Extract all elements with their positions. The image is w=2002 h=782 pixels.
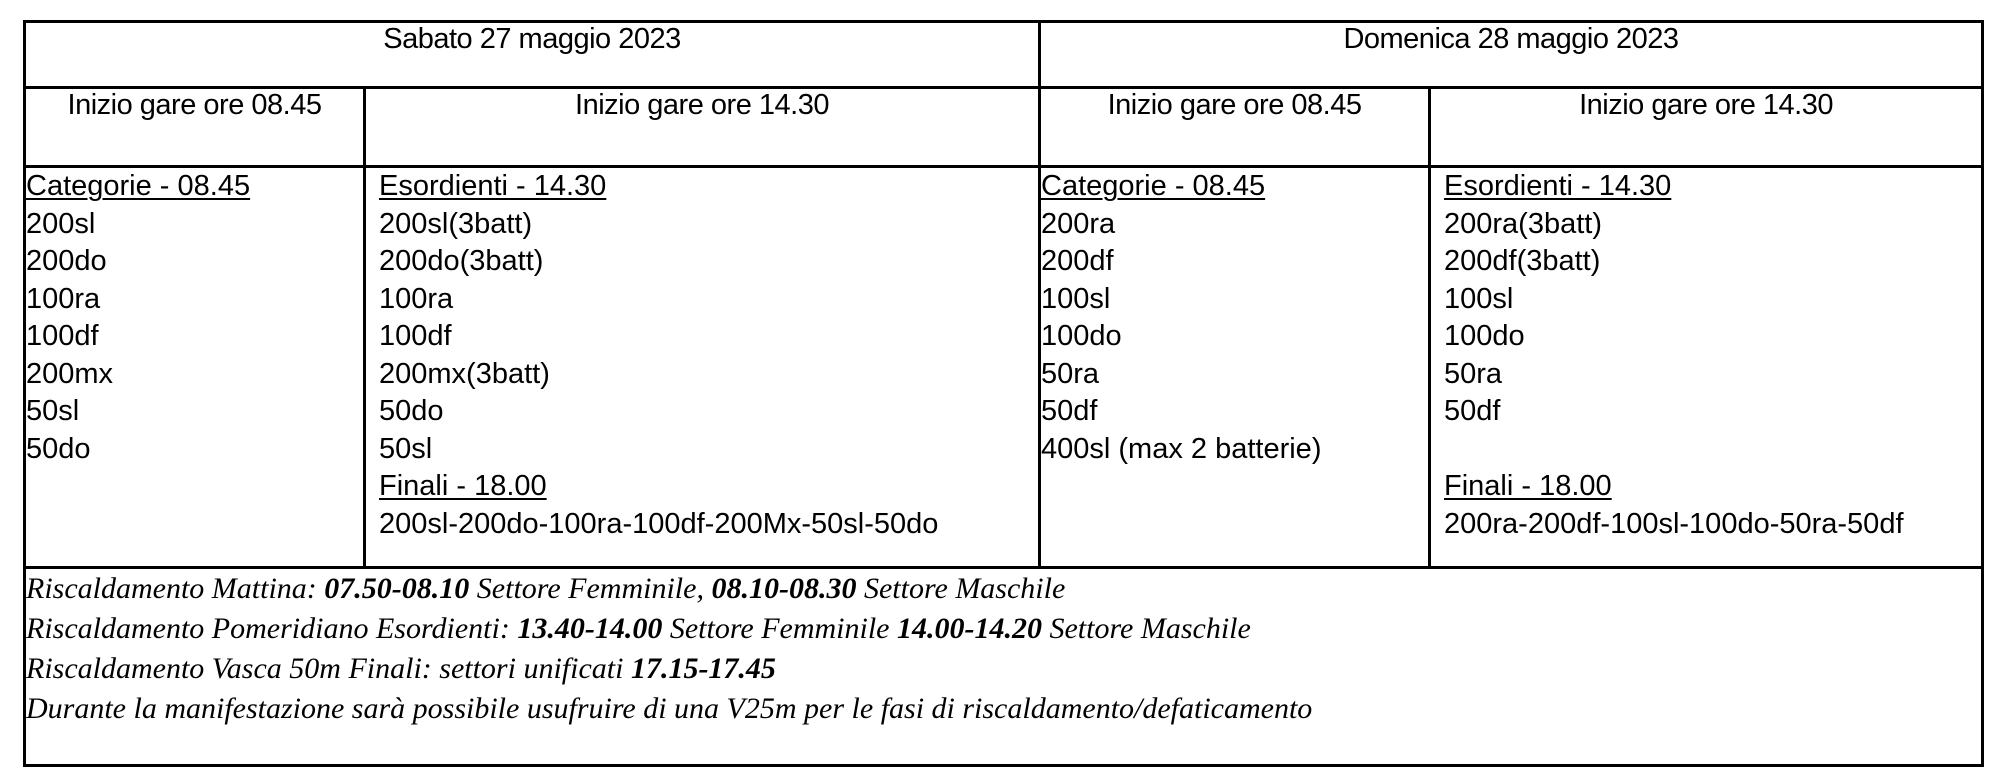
section-title: Esordienti - 14.30 — [379, 170, 607, 202]
event-item: 200df — [1041, 245, 1114, 277]
event-item: 100ra — [379, 282, 454, 315]
events-sun-morning — [1040, 167, 1430, 568]
events-sat-morning — [25, 167, 365, 568]
session-start-sat-afternoon: Inizio gare ore 14.30 — [365, 88, 1040, 167]
event-item: 50sl — [26, 395, 80, 427]
event-item: 100ra — [26, 282, 101, 315]
session-start-sun-morning: Inizio gare ore 08.45 — [1040, 88, 1430, 167]
event-item: 100sl — [1444, 282, 1514, 315]
event-item: 50do — [26, 432, 91, 465]
session-start-sat-morning: Inizio gare ore 08.45 — [25, 88, 365, 167]
note-line-finals-warmup: Riscaldamento Vasca 50m Finali: settori unificati 17.15-17.45 — [26, 652, 776, 685]
section-title: Categorie - 08.45 — [26, 170, 251, 202]
event-item: 100do — [1444, 320, 1525, 352]
event-item: 100df — [26, 320, 99, 352]
event-item: 200sl(3batt) — [379, 207, 533, 240]
schedule-table — [23, 20, 1984, 767]
event-item: 400sl (max 2 batterie) — [1041, 432, 1322, 465]
event-item: 50sl — [379, 432, 433, 465]
event-item: 200ra — [1041, 207, 1116, 240]
event-item: 200mx — [26, 357, 114, 390]
event-item: 100sl — [1041, 282, 1111, 315]
note-line-morning-warmup: Riscaldamento Mattina: 07.50-08.10 Settore Femminile, 08.10-08.30 Settore Maschile — [26, 572, 1066, 605]
notes-row — [25, 568, 1983, 766]
blank-line — [1444, 431, 1981, 469]
event-item: 200do — [26, 245, 107, 277]
events-row — [25, 167, 1983, 568]
event-item: 200df(3batt) — [1444, 245, 1601, 277]
note-line-afternoon-warmup: Riscaldamento Pomeridiano Esordienti: 13.40-14.00 Settore Femminile 14.00-14.20 Settore Maschile — [26, 612, 1251, 645]
finals-list: 200sl-200do-100ra-100df-200Mx-50sl-50do — [379, 507, 939, 540]
day-header-row — [25, 22, 1983, 88]
day-saturday: Sabato 27 maggio 2023 — [25, 22, 1040, 88]
warmup-notes — [25, 568, 1983, 766]
finals-title: Finali - 18.00 — [1444, 470, 1612, 502]
finals-title: Finali - 18.00 — [379, 470, 547, 502]
events-sun-afternoon — [1430, 167, 1983, 568]
finals-list: 200ra-200df-100sl-100do-50ra-50df — [1444, 507, 1904, 540]
note-line-extra-pool: Durante la manifestazione sarà possibile usufruire di una V25m per le fasi di riscaldamento/defaticamento — [26, 692, 1313, 725]
session-start-sun-afternoon: Inizio gare ore 14.30 — [1430, 88, 1983, 167]
event-item: 50ra — [1444, 357, 1503, 390]
event-item: 50df — [1444, 395, 1501, 427]
event-item: 200sl — [26, 207, 96, 240]
event-item: 100do — [1041, 320, 1122, 352]
event-item: 50df — [1041, 395, 1098, 427]
event-item: 50ra — [1041, 357, 1100, 390]
event-item: 200ra(3batt) — [1444, 207, 1603, 240]
events-sat-afternoon — [365, 167, 1040, 568]
event-item: 200mx(3batt) — [379, 357, 550, 390]
event-item: 100df — [379, 320, 452, 352]
section-title: Categorie - 08.45 — [1041, 170, 1266, 202]
event-item: 50do — [379, 395, 444, 427]
session-start-row — [25, 88, 1983, 167]
section-title: Esordienti - 14.30 — [1444, 170, 1672, 202]
day-sunday: Domenica 28 maggio 2023 — [1040, 22, 1983, 88]
event-item: 200do(3batt) — [379, 245, 544, 277]
